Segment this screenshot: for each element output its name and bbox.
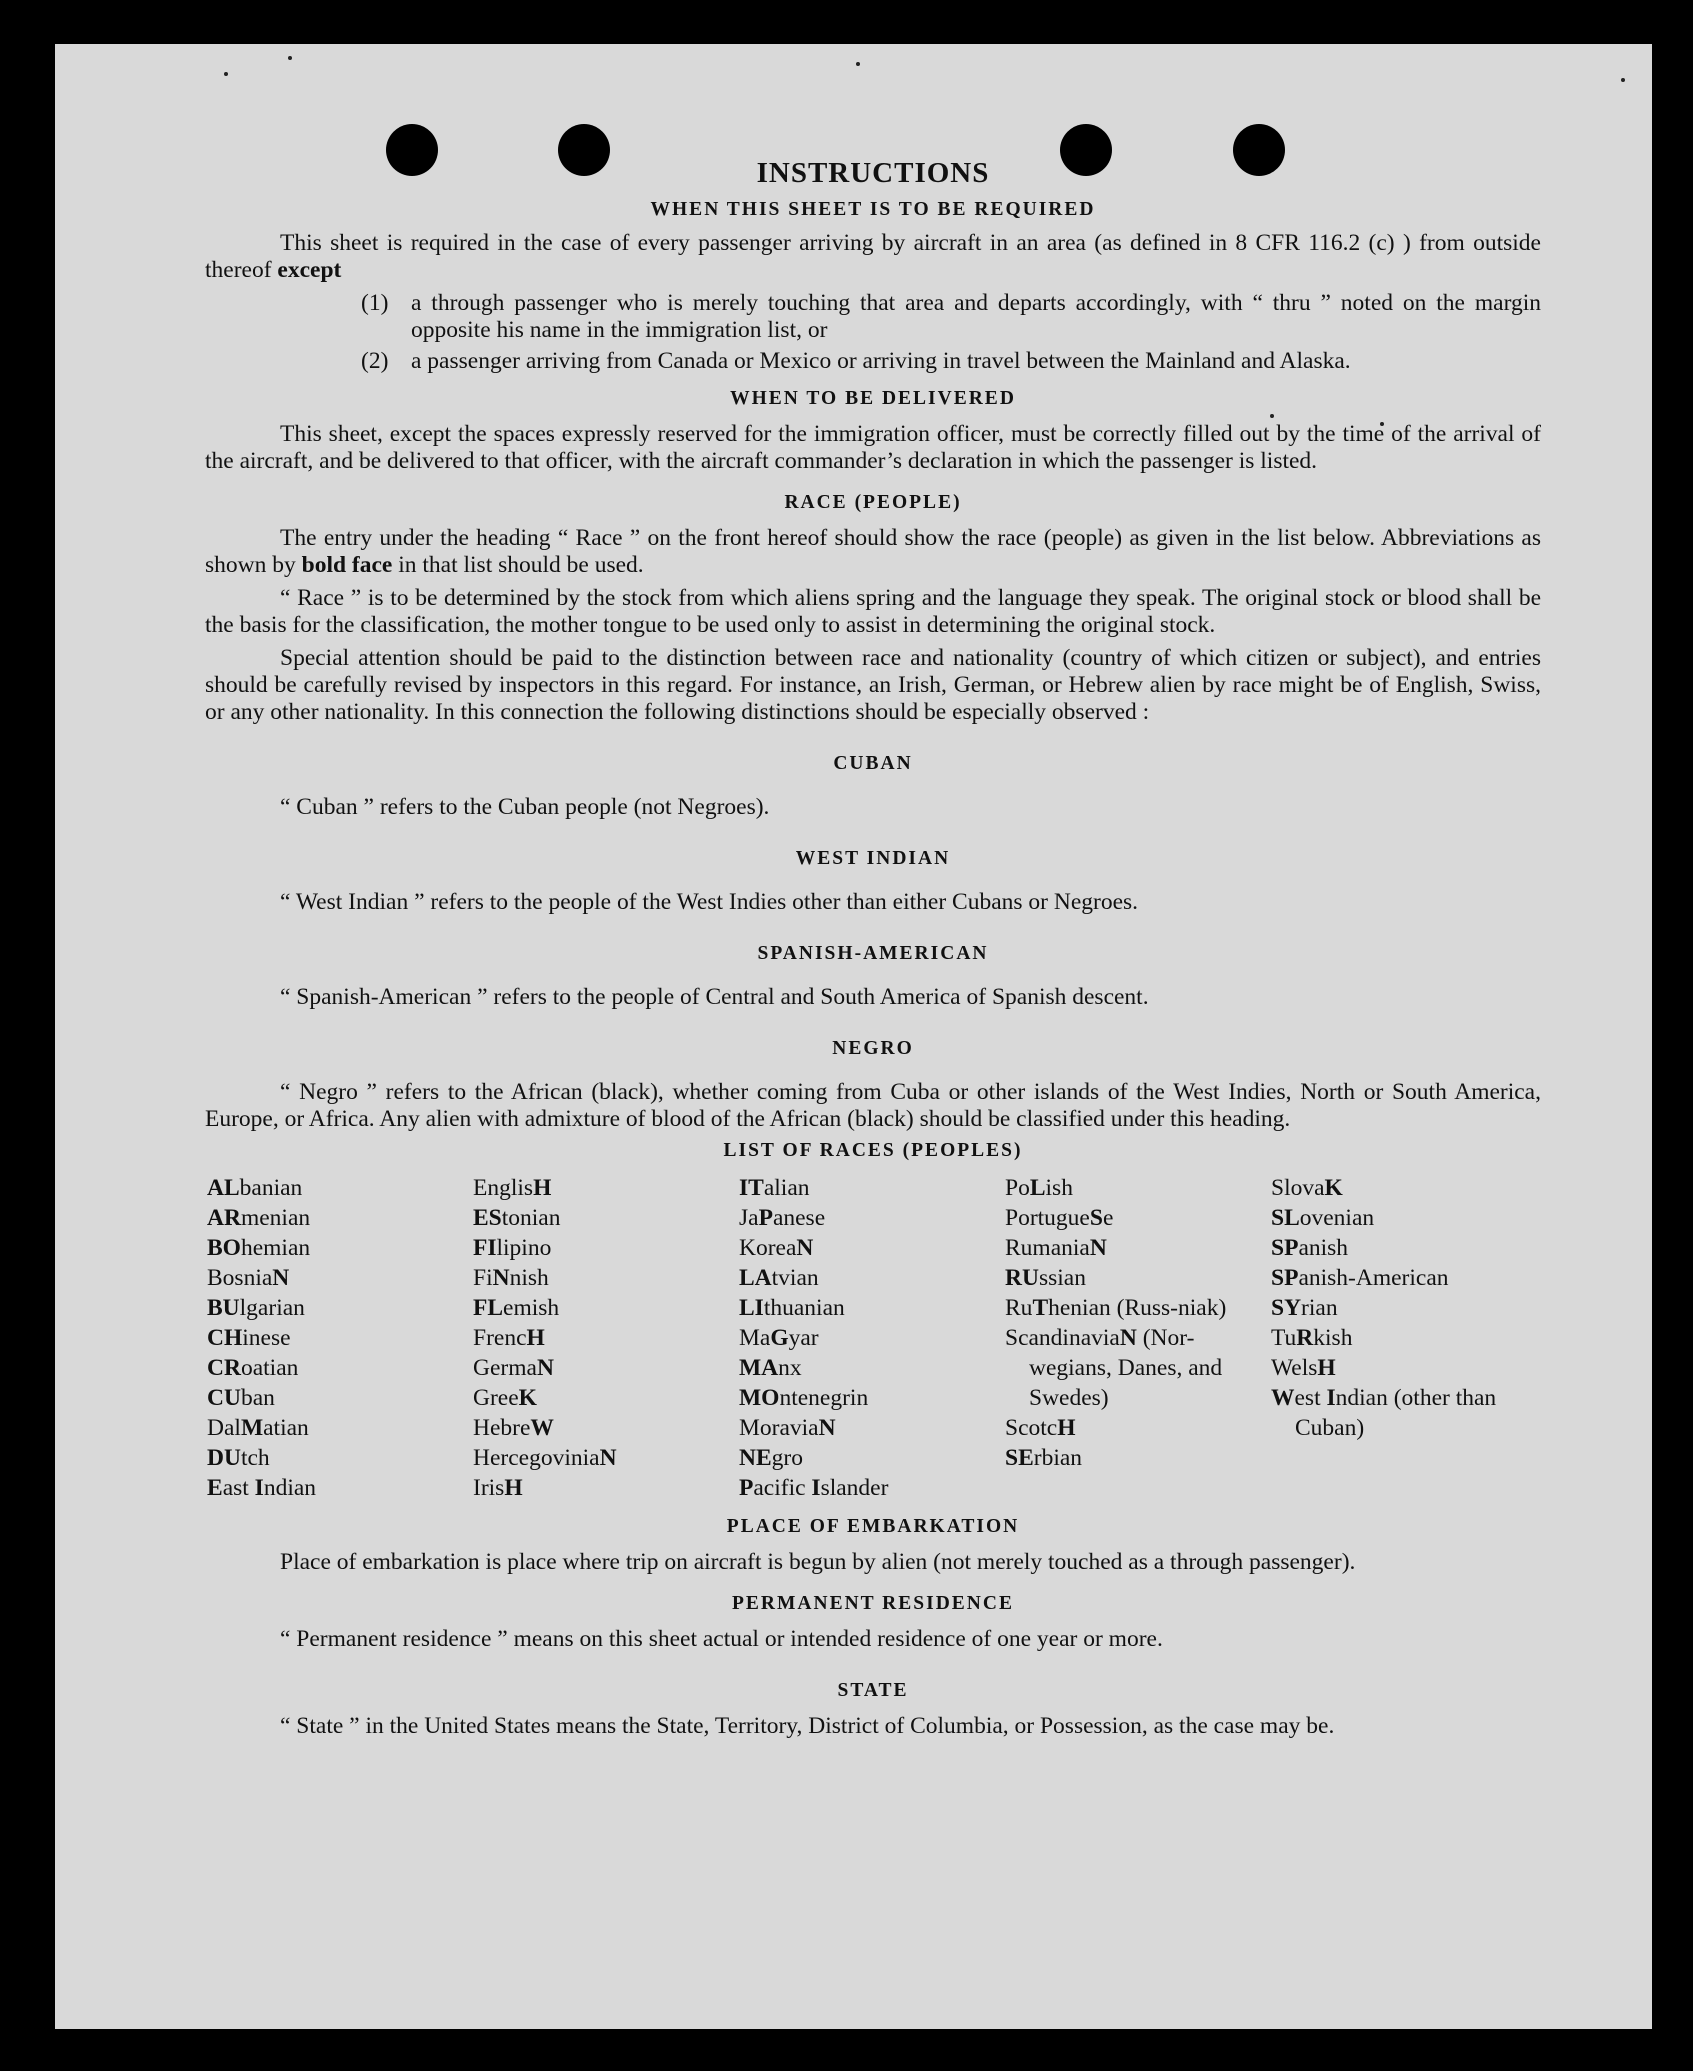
race-column [739,1173,1005,1503]
heading-cuban: CUBAN [833,753,913,774]
race-column [1271,1173,1537,1503]
race-entry: FrencH [473,1325,545,1351]
race-column [473,1173,739,1503]
heading-negro: NEGRO [832,1038,914,1059]
negro-text: “ Negro ” refers to the African (black), whether coming from Cuba or other islands of the West Indies, North or South America, Europe, or Africa. Any alien with admixture of blood of the African (black) should be classified under this heading. [205,1079,1541,1132]
race-entry: ScotcH [1005,1415,1076,1441]
race-entry: LIthuanian [739,1295,845,1321]
race-paragraph-3: Special attention should be paid to the distinction between race and nationality (country of which citizen or subject), and entries should be carefully revised by inspectors in this regard. For instance, an Irish, German, or Hebrew alien by race might be of English, Swiss, or any other nationality. In this connection the following distinctions should be especially observed : [205,645,1541,725]
state-text: “ State ” in the United States means the State, Territory, District of Columbia, or Possession, as the case may be. [280,1713,1335,1739]
when-delivered-text: This sheet, except the spaces expressly reserved for the immigration officer, must be correctly filled out by the time of the arrival of the aircraft, and be delivered to that officer, with the aircraft commander’s declaration in which the passenger is listed. [205,421,1541,474]
heading-state: STATE [837,1680,909,1701]
race-entry: East Indian [207,1475,317,1501]
document-sheet [55,44,1652,2029]
heading-permanent-residence: PERMANENT RESIDENCE [732,1593,1014,1614]
race-entry: ALbanian [207,1175,303,1201]
race-entry: MoraviaN [739,1415,836,1441]
spanish-american-text: “ Spanish-American ” refers to the people of Central and South America of Spanish descent. [280,984,1149,1010]
race-entry: HercegoviniaN [473,1445,617,1471]
race-entry: TuRkish [1271,1325,1353,1351]
race-entry: LAtvian [739,1265,819,1291]
cuban-text: “ Cuban ” refers to the Cuban people (not Negroes). [280,794,770,820]
race-entry: MAnx [739,1355,802,1381]
race-entry: ARmenian [207,1205,311,1231]
speck [856,62,860,66]
race-entry: PoLish [1005,1175,1073,1201]
speck [1621,78,1625,82]
heading-when-delivered: WHEN TO BE DELIVERED [730,388,1016,409]
heading-list-of-races: LIST OF RACES (PEOPLES) [723,1140,1023,1161]
race-column [1005,1173,1271,1503]
race-paragraph-1: The entry under the heading “ Race ” on the front hereof should show the race (people) as given in the list below. Abbreviations as shown by bold face in that list should be used. [205,525,1541,578]
list-item: (2) a passenger arriving from Canada or Mexico or arriving in travel between the Mainland and Alaska. [361,348,1351,374]
speck [288,56,292,60]
race-entry: FLemish [473,1295,560,1321]
race-entry: MOntenegrin [739,1385,869,1411]
race-entry: FiNnish [473,1265,549,1291]
race-entry: BOhemian [207,1235,311,1261]
race-entry: KoreaN [739,1235,814,1261]
race-entry: SYrian [1271,1295,1338,1321]
race-entry: NEgro [739,1445,803,1471]
list-item: (1) a through passenger who is merely touching that area and departs accordingly, with “ thru ” noted on the margin opposite his name in the immigration list, or [361,290,1541,343]
race-entry: SErbian [1005,1445,1083,1471]
race-entry: GreeK [473,1385,537,1411]
race-entry: JaPanese [739,1205,826,1231]
race-entry: HebreW [473,1415,554,1441]
race-entry: RuThenian (Russ-niak) [1005,1295,1227,1321]
race-paragraph-2: “ Race ” is to be determined by the stock from which aliens spring and the language they speak. The original stock or blood shall be the basis for the classification, the mother tongue to be used only to assist in determining the original stock. [205,585,1541,638]
west-indian-text: “ West Indian ” refers to the people of the West Indies other than either Cubans or Negroes. [280,889,1139,915]
race-entry: CRoatian [207,1355,299,1381]
race-column [207,1173,473,1503]
race-entry: EStonian [473,1205,561,1231]
race-entry: ITalian [739,1175,810,1201]
instructions-content [205,156,1541,1746]
race-entry: EnglisH [473,1175,552,1201]
race-entry: SLovenian [1271,1205,1375,1231]
race-entry: West Indian (other than Cuban) [1271,1385,1497,1441]
race-entry: BosniaN [207,1265,290,1291]
race-entry: IrisH [473,1475,523,1501]
race-entry: SPanish-American [1271,1265,1449,1291]
race-entry: DUtch [207,1445,270,1471]
race-entry: FIlipino [473,1235,552,1261]
races-list [207,1173,1541,1503]
race-entry: RumaniaN [1005,1235,1107,1261]
race-entry: DalMatian [207,1415,309,1441]
race-entry: BUlgarian [207,1295,305,1321]
race-entry: RUssian [1005,1265,1086,1291]
heading-embarkation: PLACE OF EMBARKATION [726,1516,1020,1537]
embarkation-text: Place of embarkation is place where trip on aircraft is begun by alien (not merely touched as a through passenger). [280,1549,1356,1575]
heading-race: RACE (PEOPLE) [784,492,962,513]
race-entry: SPanish [1271,1235,1349,1261]
heading-west-indian: WEST INDIAN [795,848,951,869]
race-entry: ScandinaviaN (Nor-wegians, Danes, and Swedes) [1005,1325,1223,1411]
heading-spanish-american: SPANISH-AMERICAN [757,943,989,964]
page-title: INSTRUCTIONS [756,157,990,189]
race-entry: PortugueSe [1005,1205,1114,1231]
speck [224,72,228,76]
race-entry: MaGyar [739,1325,819,1351]
race-entry: CHinese [207,1325,291,1351]
race-entry: WelsH [1271,1355,1336,1381]
race-entry: Pacific Islander [739,1475,889,1501]
race-entry: CUban [207,1385,275,1411]
permanent-residence-text: “ Permanent residence ” means on this sheet actual or intended residence of one year or more. [280,1626,1163,1652]
race-entry: GermaN [473,1355,554,1381]
when-required-intro: This sheet is required in the case of every passenger arriving by aircraft in an area (as defined in 8 CFR 116.2 (c) ) from outside thereof except [205,230,1541,283]
race-entry: SlovaK [1271,1175,1343,1201]
heading-when-required: WHEN THIS SHEET IS TO BE REQUIRED [650,199,1096,220]
